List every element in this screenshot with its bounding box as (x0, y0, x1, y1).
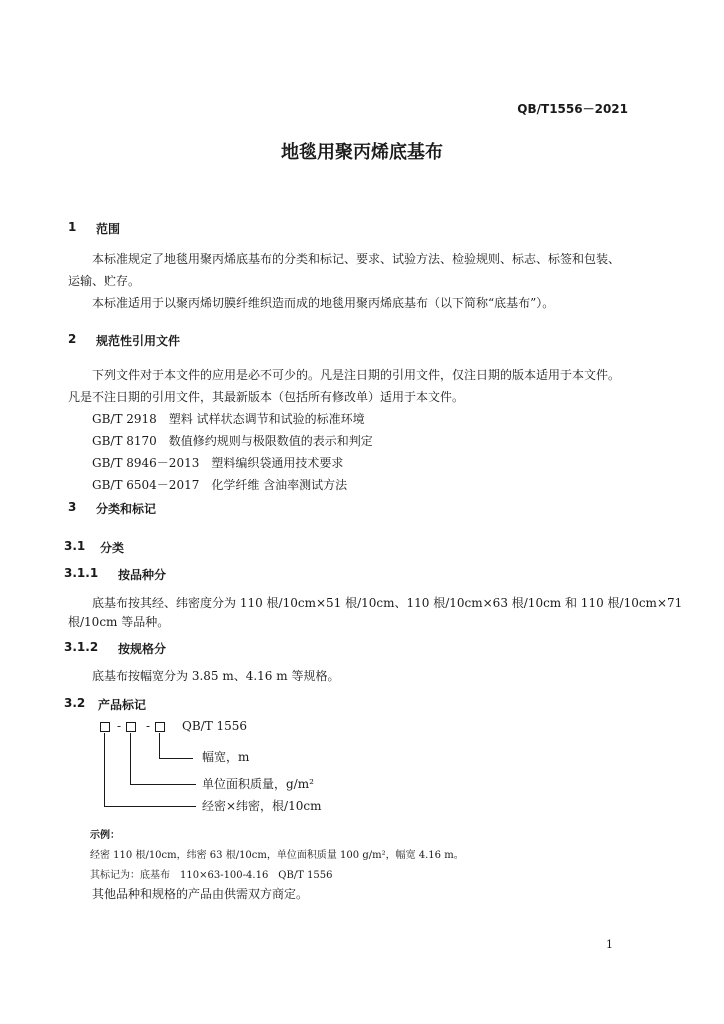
reference-item: GB/T 6504－2017 化学纤维 含油率测试方法 (92, 478, 348, 492)
placeholder-box-density (100, 722, 110, 732)
placeholder-box-width (155, 722, 165, 732)
section-2-number: 2 (68, 332, 77, 346)
section-1-paragraph-1-line-2: 运输、贮存。 (68, 274, 141, 288)
diagram-line (104, 733, 105, 807)
diagram-label-mass: 单位面积质量，g/m² (202, 777, 314, 791)
diagram-label-density: 经密×纬密，根/10cm (202, 799, 322, 813)
section-2-intro-line-1: 下列文件对于本文件的应用是必不可少的。凡是注日期的引用文件，仅注日期的版本适用于本文件。 (92, 368, 621, 382)
section-3-number: 3 (68, 500, 77, 514)
negotiation-note: 其他品种和规格的产品由供需双方商定。 (92, 887, 309, 901)
diagram-dash: - (117, 719, 122, 733)
section-3-heading: 分类和标记 (96, 502, 157, 516)
section-1-number: 1 (68, 220, 77, 234)
diagram-line (159, 733, 160, 759)
diagram-standard-number: QB/T 1556 (182, 719, 248, 733)
document-title: 地毯用聚丙烯底基布 (281, 142, 443, 163)
section-3-1-number: 3.1 (64, 539, 86, 553)
section-1-paragraph-2: 本标准适用于以聚丙烯切膜纤维织造而成的地毯用聚丙烯底基布（以下简称“底基布”）。 (92, 296, 555, 310)
section-3-1-2-heading: 按规格分 (118, 642, 167, 656)
diagram-dash: - (146, 719, 151, 733)
example-label: 示例： (90, 830, 120, 841)
reference-item: GB/T 8170 数值修约规则与极限数值的表示和判定 (92, 434, 373, 448)
page-number: 1 (606, 938, 613, 951)
example-text: 经密 110 根/10cm，纬密 63 根/10cm，单位面积质量 100 g/m²，幅宽 4.16 m。 (90, 850, 464, 861)
diagram-line (130, 733, 131, 785)
section-3-1-heading: 分类 (100, 541, 125, 555)
section-2-intro-line-2: 凡是不注日期的引用文件，其最新版本（包括所有修改单）适用于本文件。 (68, 390, 465, 404)
diagram-label-width: 幅宽，m (202, 750, 250, 764)
standard-number: QB/T1556－2021 (517, 102, 628, 116)
diagram-line (104, 806, 196, 807)
marking-example: 其标记为：底基布 110×63-100-4.16 QB/T 1556 (90, 870, 333, 881)
diagram-line (159, 758, 193, 759)
reference-item: GB/T 2918 塑料 试样状态调节和试验的标准环境 (92, 412, 365, 426)
section-1-paragraph-1-line-1: 本标准规定了地毯用聚丙烯底基布的分类和标记、要求、试验方法、检验规则、标志、标签和包装、 (92, 252, 621, 266)
section-3-1-1-heading: 按品种分 (118, 568, 167, 582)
placeholder-box-mass (126, 722, 136, 732)
section-3-1-2-text: 底基布按幅宽分为 3.85 m、4.16 m 等规格。 (92, 669, 340, 683)
section-3-2-number: 3.2 (64, 696, 86, 710)
section-3-1-2-number: 3.1.2 (64, 640, 99, 654)
section-1-heading: 范围 (96, 222, 121, 236)
reference-item: GB/T 8946－2013 塑料编织袋通用技术要求 (92, 456, 344, 470)
section-3-1-1-line-1: 底基布按其经、纬密度分为 110 根/10cm×51 根/10cm、110 根/10cm×63 根/10cm 和 110 根/10cm×71 (92, 596, 683, 610)
section-3-2-heading: 产品标记 (98, 698, 147, 712)
section-2-heading: 规范性引用文件 (96, 334, 181, 348)
section-3-1-1-number: 3.1.1 (64, 566, 99, 580)
section-3-1-1-line-2: 根/10cm 等品种。 (68, 615, 170, 629)
diagram-line (130, 784, 196, 785)
